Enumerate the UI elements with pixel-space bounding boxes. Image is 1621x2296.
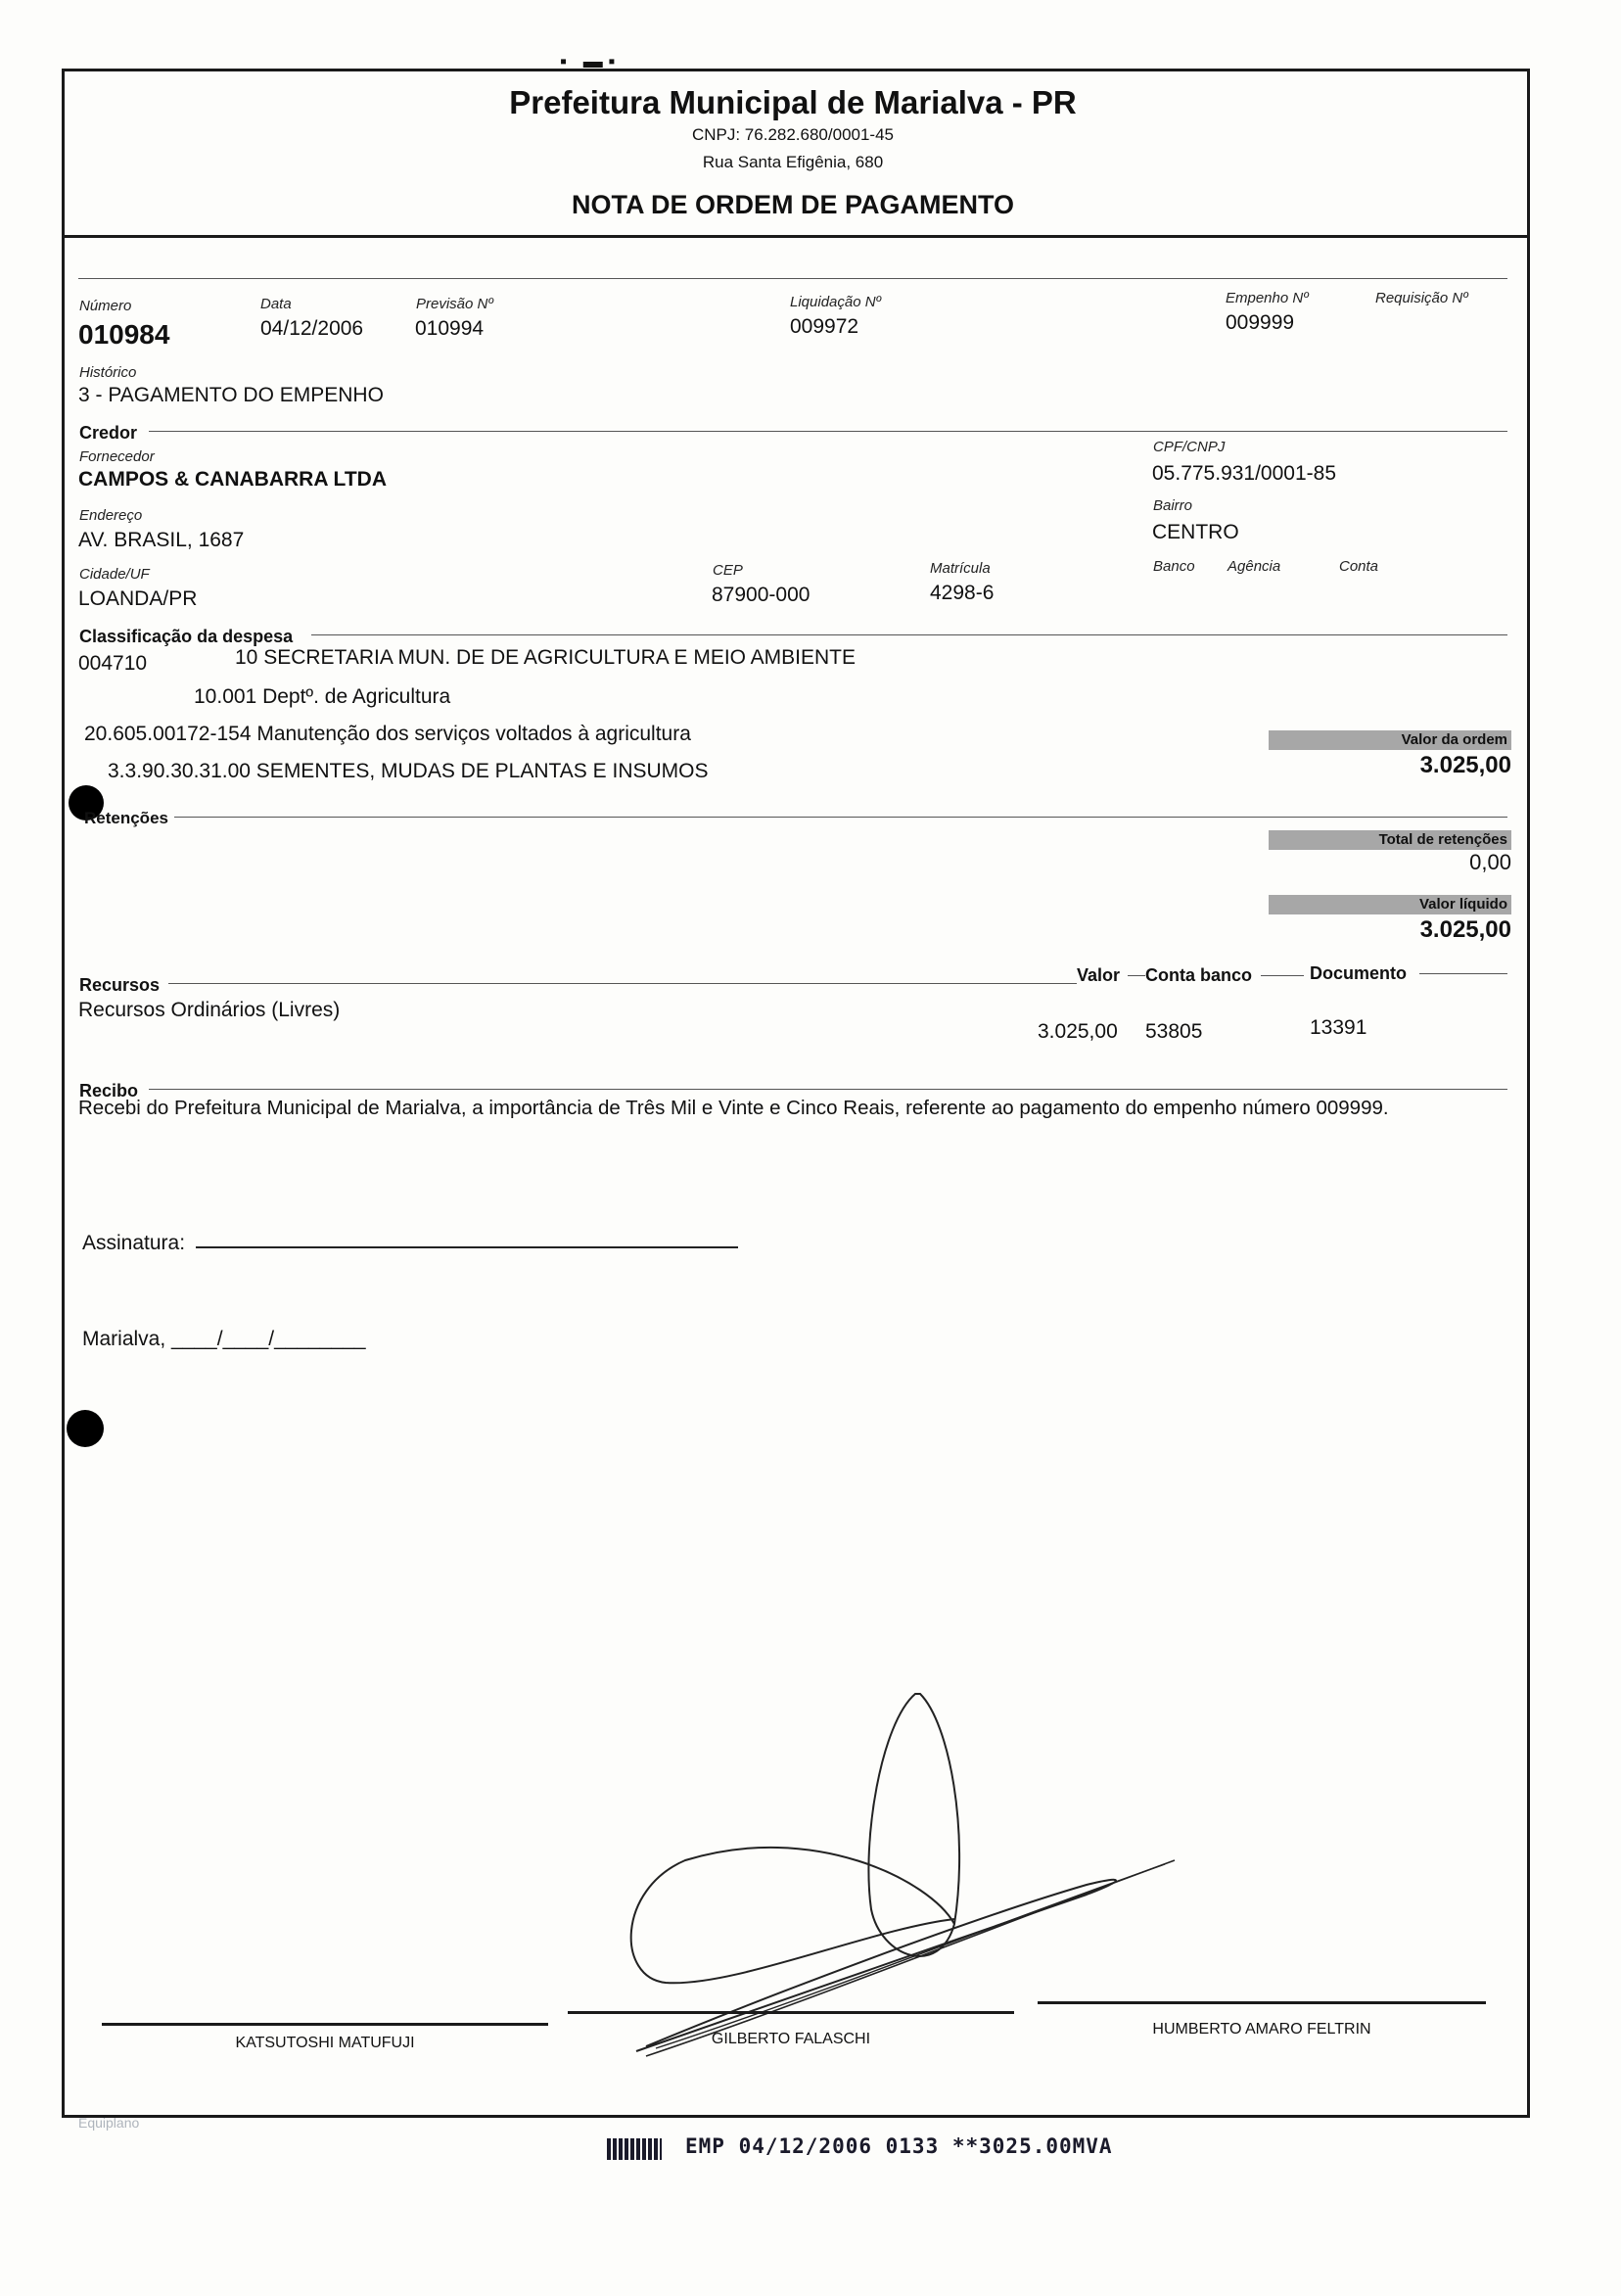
- assinatura-line: [196, 1246, 738, 1248]
- recursos-divider-2: [1128, 975, 1145, 976]
- valor-ordem-label: Valor da ordem: [1269, 730, 1511, 750]
- recursos-divider-3: [1261, 975, 1304, 976]
- recibo-divider: [149, 1089, 1507, 1090]
- valor-ordem-value: 3.025,00: [1419, 752, 1511, 778]
- recursos-conta-banco-label: Conta banco: [1145, 965, 1253, 985]
- recursos-valor-label: Valor: [1077, 965, 1121, 985]
- empenho-label: Empenho Nº: [1226, 290, 1309, 306]
- header-divider: [62, 235, 1530, 238]
- local-date-label: Marialva, ____/____/________: [82, 1328, 366, 1350]
- liquidacao-value: 009972: [790, 315, 859, 338]
- scan-mark: ▪ ▬ ▪: [560, 51, 616, 72]
- stamp-icon: [607, 2138, 662, 2160]
- classificacao-code: 004710: [78, 652, 148, 675]
- recursos-divider: [168, 983, 1077, 984]
- data-label: Data: [260, 296, 292, 312]
- header-cnpj: CNPJ: 76.282.680/0001-45: [691, 125, 895, 144]
- retencoes-divider: [174, 817, 1507, 818]
- empenho-value: 009999: [1226, 311, 1295, 334]
- fornecedor-value: CAMPOS & CANABARRA LTDA: [78, 468, 387, 491]
- numero-label: Número: [79, 298, 132, 314]
- classificacao-divider: [311, 634, 1507, 635]
- recursos-divider-4: [1419, 973, 1507, 974]
- banco-label: Banco: [1153, 558, 1195, 575]
- recursos-section-title: Recursos: [79, 975, 161, 995]
- header-address: Rua Santa Efigênia, 680: [702, 153, 884, 171]
- cpf-value: 05.775.931/0001-85: [1152, 462, 1337, 485]
- cpf-label: CPF/CNPJ: [1153, 439, 1226, 455]
- recibo-text: Recebi do Prefeitura Municipal de Marialva, a importância de Três Mil e Vinte e Cinco Reais, referente ao pagamento do empenho número 009999.: [78, 1097, 1389, 1119]
- bairro-value: CENTRO: [1152, 521, 1239, 543]
- agencia-label: Agência: [1227, 558, 1281, 575]
- recursos-conta-banco: 53805: [1145, 1020, 1203, 1043]
- numero-value: 010984: [78, 319, 170, 350]
- signature-name-1: KATSUTOSHI MATUFUJI: [235, 2035, 415, 2051]
- payment-stamp: EMP 04/12/2006 0133 **3025.00MVA: [685, 2134, 1113, 2158]
- cep-label: CEP: [713, 562, 743, 579]
- signature-line-3: [1038, 2001, 1486, 2004]
- ids-divider: [78, 278, 1507, 279]
- data-value: 04/12/2006: [260, 317, 364, 340]
- recursos-valor: 3.025,00: [1038, 1020, 1118, 1043]
- document-title: NOTA DE ORDEM DE PAGAMENTO: [571, 190, 1014, 219]
- handwritten-signature: [617, 1684, 1184, 2066]
- page-title: Prefeitura Municipal de Marialva - PR: [509, 84, 1077, 120]
- punch-hole-2: [67, 1410, 104, 1447]
- signature-line-2: [568, 2011, 1014, 2014]
- recursos-documento: 13391: [1310, 1016, 1367, 1039]
- signature-name-2: GILBERTO FALASCHI: [711, 2031, 871, 2047]
- retencoes-section-title: Retenções: [84, 809, 168, 827]
- matricula-label: Matrícula: [930, 560, 991, 577]
- historico-label: Histórico: [79, 364, 137, 381]
- recursos-documento-label: Documento: [1310, 963, 1407, 983]
- requisicao-label: Requisição Nº: [1375, 290, 1468, 306]
- endereco-label: Endereço: [79, 507, 143, 524]
- credor-section-title: Credor: [79, 423, 138, 443]
- previsao-value: 010994: [415, 317, 485, 340]
- signature-line-1: [102, 2023, 548, 2026]
- cidade-value: LOANDA/PR: [78, 587, 198, 610]
- assinatura-label: Assinatura:: [82, 1232, 186, 1254]
- fornecedor-label: Fornecedor: [79, 448, 155, 465]
- valor-liquido-value: 3.025,00: [1419, 916, 1511, 943]
- credor-divider: [149, 431, 1507, 432]
- footer-brand: Equiplano: [78, 2115, 140, 2131]
- total-retencoes-label: Total de retenções: [1269, 830, 1511, 850]
- total-retencoes-value: 0,00: [1469, 850, 1511, 874]
- liquidacao-label: Liquidação Nº: [790, 294, 882, 310]
- classificacao-line4: 3.3.90.30.31.00 SEMENTES, MUDAS DE PLANTAS E INSUMOS: [108, 760, 709, 782]
- recursos-fonte: Recursos Ordinários (Livres): [78, 999, 341, 1021]
- previsao-label: Previsão Nº: [416, 296, 493, 312]
- conta-label: Conta: [1339, 558, 1379, 575]
- matricula-value: 4298-6: [930, 582, 995, 604]
- classificacao-line3: 20.605.00172-154 Manutenção dos serviços voltados à agricultura: [84, 723, 691, 745]
- classificacao-line1: 10 SECRETARIA MUN. DE DE AGRICULTURA E MEIO AMBIENTE: [235, 646, 857, 669]
- bairro-label: Bairro: [1153, 497, 1193, 514]
- signature-name-3: HUMBERTO AMARO FELTRIN: [1152, 2021, 1371, 2038]
- cidade-label: Cidade/UF: [79, 566, 150, 583]
- valor-liquido-label: Valor líquido: [1269, 895, 1511, 914]
- historico-value: 3 - PAGAMENTO DO EMPENHO: [78, 384, 384, 406]
- recibo-section-title: Recibo: [79, 1081, 139, 1101]
- classificacao-section-title: Classificação da despesa: [79, 627, 294, 646]
- endereco-value: AV. BRASIL, 1687: [78, 529, 245, 551]
- classificacao-line2: 10.001 Deptº. de Agricultura: [194, 685, 451, 708]
- cep-value: 87900-000: [712, 584, 810, 606]
